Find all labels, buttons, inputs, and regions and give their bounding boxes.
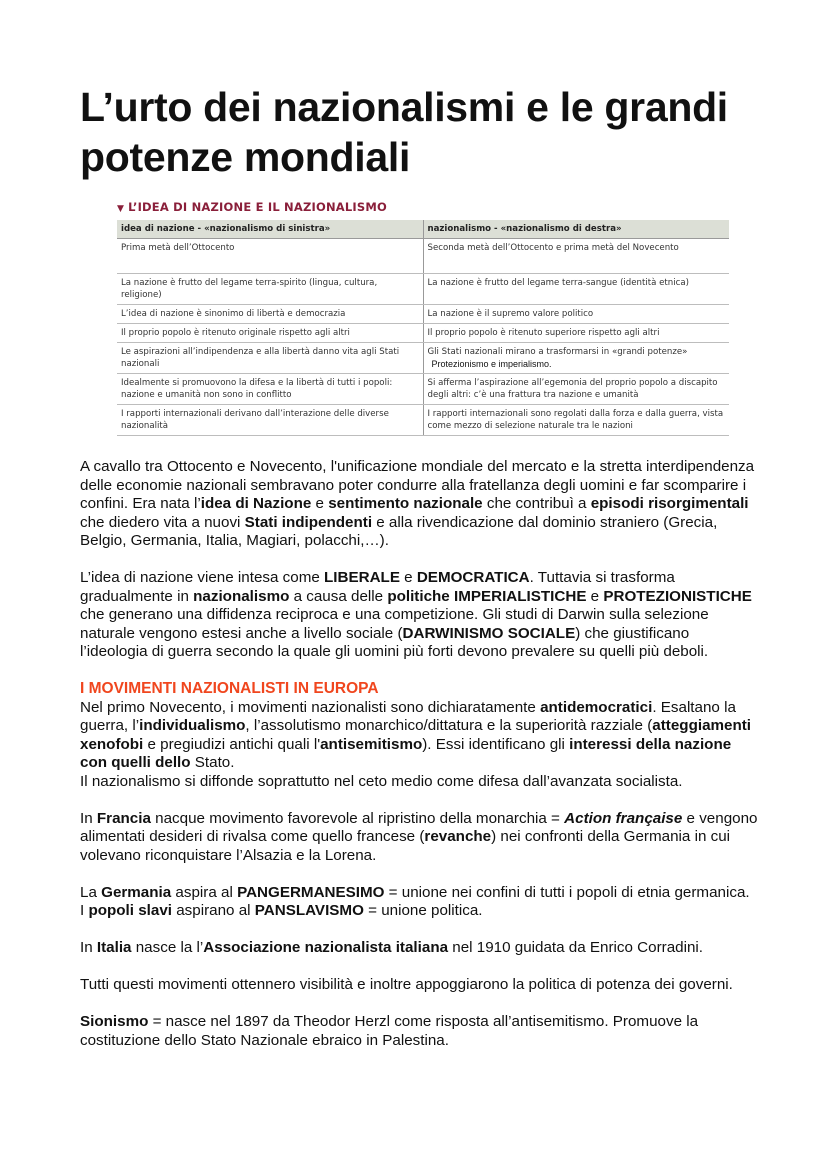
text: che generano una diffidenza reciproca e una competizione. Gli studi di Darwin sulla selezione naturale vengono estesi anche a livello sociale ( — [80, 606, 709, 642]
bold-text: individualismo — [139, 717, 246, 734]
cell-text: I rapporti internazionali sono regolati dalla forza e dalla guerra, vista come mezzo di selezione naturale tra le nazioni — [427, 409, 724, 431]
table-cell — [423, 274, 729, 305]
table-cell — [117, 305, 423, 324]
bold-text: Associazione nazionalista italiana — [203, 939, 449, 956]
text: Tutti questi movimenti ottennero visibilità e inoltre appoggiarono la politica di potenza dei governi. — [80, 976, 733, 993]
table-cell — [423, 343, 729, 374]
text: aspirano al — [172, 902, 255, 919]
bold-text: Germania — [101, 883, 172, 901]
cell-text: Il proprio popolo è ritenuto originale rispetto agli altri — [121, 328, 350, 338]
bold-text: LIBERALE — [324, 569, 400, 586]
text: che diedero vita a nuovi — [80, 513, 245, 531]
text: In — [80, 939, 97, 956]
bold-text: interessi della nazione con quelli dello — [80, 735, 732, 771]
paragraph — [80, 884, 760, 921]
cell-text: Seconda metà dell’Ottocento e prima metà del Novecento — [427, 243, 679, 253]
table-cell — [423, 374, 729, 405]
text: nel 1910 guidata da Enrico Corradini. — [448, 939, 704, 956]
table-row — [117, 305, 729, 324]
text: e alla rivendicazione dal dominio straniero (Grecia, Belgio, Germania, Italia, Magiari, polacchi,…). — [80, 513, 718, 549]
table-title-text: L’IDEA DI NAZIONE E IL NAZIONALISMO — [128, 200, 388, 214]
text: Nel primo Novecento, i movimenti nazionalisti sono dichiaratamente — [80, 698, 541, 716]
handwritten-note: Protezionismo e imperialismo. — [431, 359, 552, 369]
bold-text: episodi risorgimentali — [590, 495, 749, 512]
cell-text: La nazione è frutto del legame terra-spirito (lingua, cultura, religione) — [121, 278, 378, 300]
bold-text: Sionismo — [80, 1013, 149, 1030]
text: nasce la l’ — [131, 939, 204, 956]
text: e pregiudizi antichi quali l' — [143, 735, 321, 753]
text: ). Essi identificano gli — [422, 735, 570, 753]
table-cell — [117, 343, 423, 374]
text: e — [311, 495, 329, 512]
table-title — [117, 200, 729, 214]
triangle-down-icon: ▼ — [117, 204, 125, 214]
table-cell — [117, 374, 423, 405]
paragraph — [80, 976, 760, 995]
table-row — [117, 405, 729, 436]
table-cell — [423, 405, 729, 436]
table-row — [117, 374, 729, 405]
bold-text: PROTEZIONISTICHE — [603, 587, 752, 605]
text: In — [80, 809, 97, 827]
comparison-table-figure — [117, 200, 729, 436]
table-cell — [423, 239, 729, 274]
bold-text: atteggiamenti xenofobi — [80, 717, 752, 753]
bold-text: idea di Nazione — [200, 495, 312, 512]
cell-text: I rapporti internazionali derivano dall’interazione delle diverse nazionalità — [121, 409, 389, 431]
text: A cavallo tra Ottocento e Novecento, l'unificazione mondiale del mercato e la stretta interdipendenza delle economie nazionali sembravano poter condurre alla fratellanza degli uomini e far scomparire i confini. Era nata l’ — [80, 458, 755, 512]
cell-text: L’idea di nazione è sinonimo di libertà e democrazia — [121, 309, 346, 319]
text: Stato. — [190, 754, 235, 771]
text: e — [586, 587, 604, 605]
cell-text: La nazione è il supremo valore politico — [427, 309, 594, 319]
table-cell — [117, 239, 423, 274]
cell-text: Si afferma l’aspirazione all’egemonia del proprio popolo a discapito degli altri: c’è una frattura tra nazione e umanità — [427, 378, 718, 400]
bold-text: popoli slavi — [88, 902, 172, 919]
paragraph — [80, 1013, 760, 1050]
cell-text: Gli Stati nazionali mirano a trasformarsi in «grandi potenze» — [427, 347, 688, 357]
bold-text: Stati indipendenti — [244, 513, 373, 531]
table-cell — [117, 405, 423, 436]
text: aspira al — [171, 883, 238, 901]
table-cell — [117, 324, 423, 343]
table-cell — [423, 324, 729, 343]
table-row — [117, 274, 729, 305]
table-row — [117, 239, 729, 274]
paragraph — [80, 458, 760, 551]
text: ) nei confronti della Germania in cui volevano riconquistare l’Alsazia e la Lorena. — [80, 828, 731, 864]
bold-text: revanche — [424, 828, 492, 845]
cell-text: Le aspirazioni all’indipendenza e alla libertà danno vita agli Stati nazionali — [121, 347, 400, 369]
paragraph — [80, 569, 760, 662]
text: che contribuì a — [482, 495, 591, 512]
text: e vengono alimentati desideri di rivalsa come quello francese ( — [80, 809, 758, 845]
text: La — [80, 883, 102, 901]
text: = nasce nel 1897 da Theodor Herzl come risposta all’antisemitismo. Promuove la costituzione dello Stato Nazionale ebraico in Palestina. — [80, 1013, 699, 1049]
bold-text: sentimento nazionale — [328, 495, 483, 512]
text: nacque movimento favorevole al ripristino della monarchia = — [150, 809, 565, 827]
section-heading: I MOVIMENTI NAZIONALISTI IN EUROPA — [80, 680, 379, 697]
table-cell — [423, 305, 729, 324]
bold-text: Action française — [564, 809, 683, 827]
document-body — [80, 458, 760, 1069]
bold-text: politiche IMPERIALISTICHE — [387, 587, 587, 605]
table-header: nazionalismo - «nazionalismo di destra» — [423, 220, 729, 239]
text: I — [80, 902, 89, 919]
text: . Esaltano la guerra, l’ — [80, 698, 736, 734]
bold-text: Francia — [96, 809, 151, 827]
bold-text: DEMOCRATICA — [416, 569, 530, 586]
comparison-table — [117, 220, 729, 436]
text: , l’assolutismo monarchico/dittatura e la superiorità razziale ( — [245, 717, 653, 734]
cell-text: La nazione è frutto del legame terra-sangue (identità etnica) — [427, 278, 689, 288]
paragraph — [80, 939, 760, 958]
bold-text: nazionalismo — [193, 587, 290, 605]
cell-text: Idealmente si promuovono la difesa e la libertà di tutti i popoli: nazione e umanità non sono in conflitto — [121, 378, 393, 400]
text: L’idea di nazione viene intesa come — [80, 569, 325, 586]
bold-text: PANGERMANESIMO — [237, 883, 385, 901]
text: . Tuttavia si trasforma gradualmente in — [80, 569, 675, 605]
bold-text: PANSLAVISMO — [254, 902, 364, 919]
bold-text: antidemocratici — [540, 698, 653, 716]
bold-text: DARWINISMO SOCIALE — [402, 624, 576, 642]
paragraph — [80, 810, 760, 866]
text: a causa delle — [289, 587, 388, 605]
bold-text: Italia — [96, 939, 132, 956]
text: e — [399, 569, 417, 586]
table-row — [117, 343, 729, 374]
page-title: L’urto dei nazionalismi e le grandi potenze mondiali — [80, 84, 728, 180]
paragraph — [80, 699, 760, 792]
table-header: idea di nazione - «nazionalismo di sinistra» — [117, 220, 423, 239]
cell-text: Il proprio popolo è ritenuto superiore rispetto agli altri — [427, 328, 660, 338]
bold-text: antisemitismo — [320, 735, 423, 753]
text: = unione politica. — [363, 902, 483, 919]
table-row — [117, 324, 729, 343]
text: = unione nei confini di tutti i popoli di etnia germanica. — [384, 883, 750, 901]
cell-text: Prima metà dell’Ottocento — [121, 243, 235, 253]
text: ) che giustificano l’ideologia di guerra secondo la quale gli uomini più forti devono prevalere su quelli più deboli. — [80, 624, 709, 660]
text: Il nazionalismo si diffonde soprattutto nel ceto medio come difesa dall’avanzata socialista. — [80, 772, 683, 790]
table-cell — [117, 274, 423, 305]
